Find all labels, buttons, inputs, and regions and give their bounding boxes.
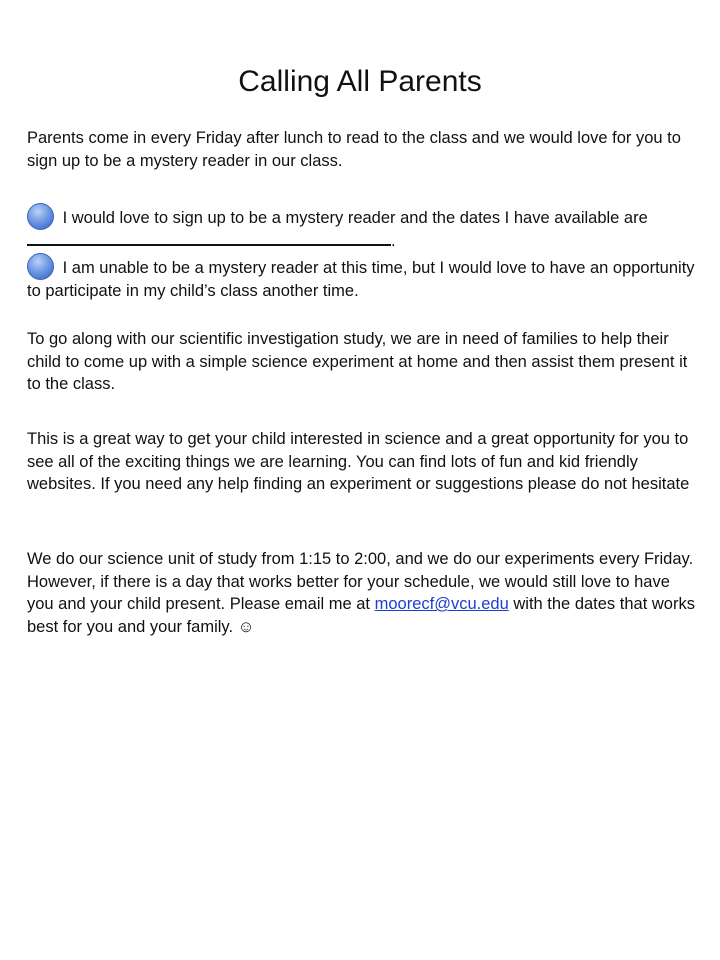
science-study-paragraph: To go along with our scientific investigation study, we are in need of families to help their child to come up with a simple science experiment at home and then assist them present it to the class.	[27, 330, 688, 393]
option-unable-label: I am unable to be a mystery reader at this time, but I would love to have an opportunity to participate in my child’s class another time.	[27, 259, 695, 300]
option-sign-up-label: I would love to sign up to be a mystery reader and the dates I have available are	[62, 209, 648, 227]
radio-bullet-icon[interactable]	[27, 203, 54, 230]
radio-bullet-icon[interactable]	[27, 253, 54, 280]
option-unable	[27, 253, 697, 303]
option-sign-up	[27, 203, 697, 253]
page-title: Calling All Parents	[238, 65, 482, 98]
intro-paragraph: Parents come in every Friday after lunch to read to the class and we would love for you to sign up to be a mystery reader in our class.	[27, 129, 681, 170]
schedule-paragraph	[27, 548, 697, 638]
schedule-closing-text: with the dates that works best for you and your family. ☺	[27, 595, 695, 636]
email-link[interactable]: moorecf@vcu.edu	[374, 595, 509, 613]
schedule-text: We do our science unit of study from 1:15 to 2:00, and we do our experiments every Friday. However, if there is a day that works better for your schedule, we would still love to have you and your child present. Please email me at	[27, 550, 694, 613]
dates-blank-line[interactable]	[27, 230, 391, 246]
science-interest-paragraph: This is a great way to get your child interested in science and a great opportunity for you to see all of the exciting things we are learning. You can find lots of fun and kid friendly websites. If you need any help finding an experiment or suggestions please do not hesitate	[27, 430, 690, 493]
option-sign-up-period: .	[391, 232, 396, 250]
